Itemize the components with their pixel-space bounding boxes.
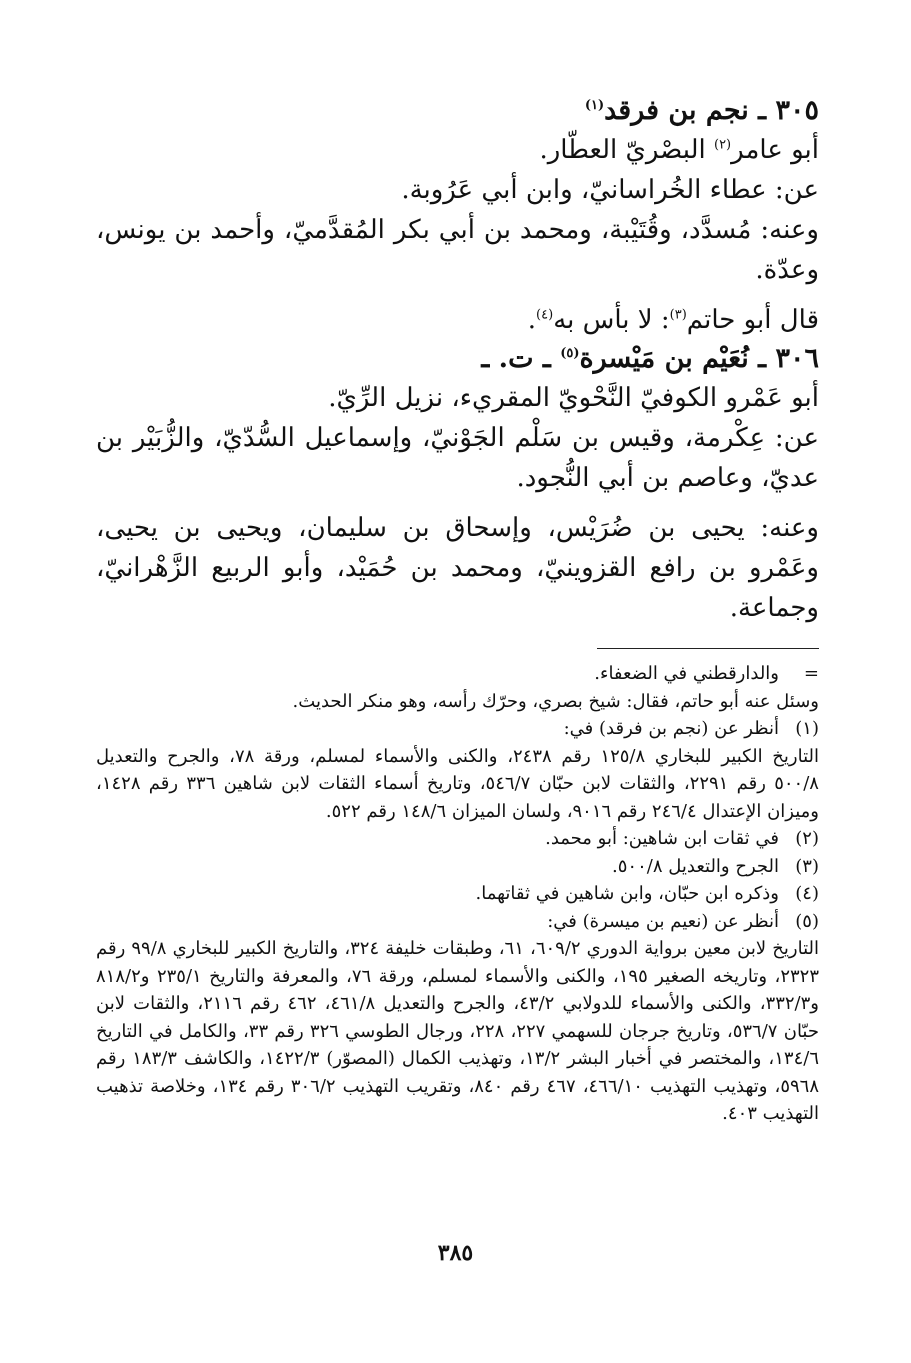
- footnotes: [96, 660, 819, 1128]
- footnote-separator: [597, 648, 819, 649]
- entry-306: [96, 340, 819, 628]
- students-line: وعنه: يحيى بن ضُرَيْس، وإسحاق بن سليمان، ويحيى بن يحيى، وعَمْرو بن رافع القزوينيّ، ومحمد بن حُمَيْد، وأبو الربيع الزَّهْرانيّ، وجماعة.: [96, 513, 819, 623]
- footnote-text: في ثقات ابن شاهين: أبو محمد.: [545, 828, 779, 849]
- entry-305: [96, 92, 819, 340]
- narrated-from-line: عن: عطاء الخُراسانيّ، وابن أبي عَرُوبة.: [401, 175, 819, 205]
- footnote-3: [96, 853, 819, 881]
- footnote-marker: (٥): [795, 910, 819, 932]
- footnote-ref: (٣): [669, 307, 687, 323]
- kunya-text: أبو عامر: [731, 135, 819, 165]
- footnote-text: [96, 660, 779, 688]
- footnote-text: أنظر عن (نجم بن فرقد) في:: [563, 718, 779, 739]
- kunya-line: [96, 130, 819, 170]
- footnote-marker: =: [803, 663, 819, 684]
- footnote-text: الجرح والتعديل ٥٠٠/٨.: [612, 855, 779, 877]
- footnote-ref: (٤): [536, 307, 554, 323]
- footnote-body: التاريخ لابن معين برواية الدوري ٦٠٩/٢، ٦١، وطبقات خليفة ٣٢٤، والتاريخ الكبير للبخاري ٩٩/٨ رقم ٢٣٢٣، وتاريخه الصغير ١٩٥، والكنى والأسماء لمسلم، ورقة ٧٦، والمعرفة والتاريخ ٢٣٥/١ و٨١٨/٢ و٣٣٢/٣، والكنى والأسماء للدولابي ٤٣/٢، والجرح والتعديل ٤٦١/٨، ٤٦٢ رقم ٢١١٦، والثقات لابن حبّان ٥٣٦/٧، وتاريخ جرجان للسهمي ٢٢٧، ٢٢٨، ورجال الطوسي ٣٢٦ رقم ٣٣، والكامل في التاريخ ١٣٤/٦، والمختصر في أخبار البشر ١٣/٢، وتهذيب الكمال (المصوّر) ١٤٢٢/٣، والكاشف ١٨٣/٣ رقم ٥٩٦٨، وتهذيب التهذيب ٤٦٦/١٠، ٤٦٧ رقم ٨٤٠، وتقريب التهذيب ٣٠٦/٢ رقم ١٣٤، وخلاصة تذهيب التهذيب ٤٠٣.: [96, 938, 820, 1124]
- footnote-1: [96, 715, 819, 743]
- footnote-marker: (٢): [795, 828, 819, 849]
- footnote-ref: (١): [584, 98, 605, 113]
- kunya-line: أبو عَمْرو الكوفيّ النَّحْويّ المقريء، نزيل الرِّيّ.: [328, 383, 819, 413]
- entry-title-text: ٣٠٦ ـ نُعَيْم بن مَيْسرة: [579, 343, 819, 374]
- narrated-from-line: عن: عِكْرمة، وقيس بن سَلْم الجَوْنيّ، وإسماعيل السُّدّيّ، والزُّبَيْر بن عديّ، وعاصم بن أبي النُّجود.: [96, 423, 819, 493]
- main-text: [96, 92, 819, 628]
- footnote-text: أنظر عن (نعيم بن ميسرة) في:: [547, 910, 779, 932]
- students-line: وعنه: مُسدَّد، وقُتَيْبة، ومحمد بن أبي بكر المُقدَّميّ، وأحمد بن يونس، وعدّة.: [96, 215, 819, 285]
- footnote-body: التاريخ الكبير للبخاري ١٢٥/٨ رقم ٢٤٣٨، والكنى والأسماء لمسلم، ورقة ٧٨، والجرح والتعديل ٥٠٠/٨ رقم ٢٢٩١، والثقات لابن حبّان ٥٤٦/٧، وتاريخ أسماء الثقات لابن شاهين ٣٣٦ رقم ١٤٢٨، وميزان الإعتدال ٢٤٦/٤ رقم ٩٠١٦، ولسان الميزان ١٤٨/٦ رقم ٥٢٢.: [96, 745, 820, 822]
- entry-title-suffix: ـ ت. ـ: [481, 343, 561, 374]
- entry-title: [96, 92, 819, 130]
- footnote-ref: (٥): [560, 346, 580, 361]
- footnote-continuation: [96, 660, 819, 688]
- verdict-text-mid: : لا بأس به: [553, 305, 670, 335]
- footnote-2: [96, 825, 819, 853]
- page-number: ٣٨٥: [437, 1240, 474, 1266]
- verdict-text: قال أبو حاتم: [686, 305, 819, 335]
- footnote-line: والدارقطني في الضعفاء.: [594, 663, 779, 684]
- footnote-marker: (١): [795, 718, 819, 739]
- footnote-ref: (٢): [713, 137, 732, 153]
- kunya-text-rest: البصْريّ العطّار.: [539, 135, 714, 165]
- verdict-text-end: .: [527, 305, 537, 335]
- footnote-5: [96, 908, 819, 936]
- footnote-marker: (٤): [795, 883, 819, 904]
- verdict-line: [96, 300, 819, 340]
- footnote-marker: (٣): [795, 855, 819, 877]
- footnote-text: وذكره ابن حبّان، وابن شاهين في ثقاتهما.: [475, 883, 779, 904]
- footnote-line: وسئل عنه أبو حاتم، فقال: شيخ بصري، وحرّك رأسه، وهو منكر الحديث.: [292, 690, 819, 712]
- footnote-4: [96, 880, 819, 908]
- entry-title-text: ٣٠٥ ـ نجم بن فرقد: [604, 95, 819, 126]
- entry-title: [96, 340, 819, 378]
